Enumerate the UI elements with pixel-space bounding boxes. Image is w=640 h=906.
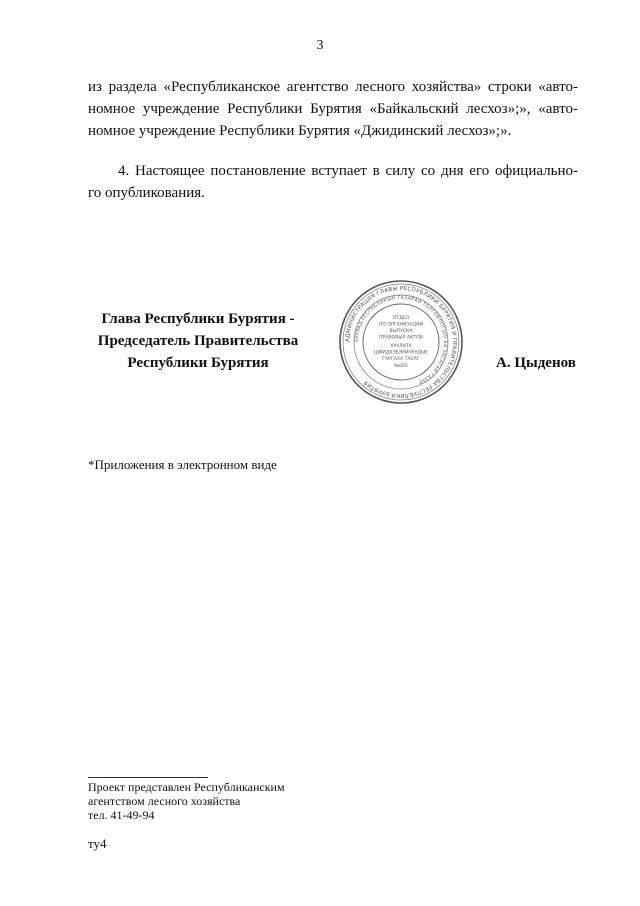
seal-center-line: ВЫПУСКА: [389, 329, 413, 334]
seal-outer-ring-text: АДМИНИСТРАЦИЯ ГЛАВЫ РЕСПУБЛИКИ БУРЯТИЯ И ПРАВИТЕЛЬСТВА РЕСПУБЛИКИ БУРЯТИЯ: [344, 285, 458, 399]
seal-center-line: ШИИДХЭБЭРИНУУДЫЕ: [374, 350, 428, 356]
paragraph-line: из раздела «Республиканское агентство лесного хозяйства» строки «авто-: [88, 79, 578, 95]
document-code-mark: ту4: [88, 836, 107, 851]
svg-text:АДМИНИСТРАЦИЯ ГЛАВЫ РЕСПУБЛИКИ: [345, 286, 457, 398]
seal-center-line: ПО ОРГАНИЗАЦИИ: [378, 322, 424, 328]
appendix-note: *Приложения в электронном виде: [88, 457, 277, 472]
signature-title-line: Глава Республики Бурятия -: [101, 311, 295, 327]
official-seal-stamp: [338, 279, 464, 405]
signature-title-line: Председатель Правительства: [97, 333, 299, 349]
footer-line: агентством лесного хозяйства: [88, 794, 241, 808]
footer-project-info: [88, 780, 285, 822]
paragraph-line: 4. Настоящее постановление вступает в силу со дня его официально-: [118, 163, 578, 179]
signer-name: А. Цыденов: [496, 355, 576, 371]
paragraph-line: номное учреждение Республики Бурятия «Джидинский лесхоз»;».: [88, 123, 512, 139]
page-number: 3: [316, 38, 324, 53]
signature-title-line: Республики Бурятия: [127, 355, 269, 371]
seal-center-line: ХУУЛИТА: [390, 344, 412, 349]
seal-inner-ring-text: БУРЯАД РЕСПУБЛИКЫН ГАЗАРАЙ ТОЛГОЙЛОГШО БА ЗАСАГАЙ ГАЗАР: [354, 295, 448, 385]
paragraph-line: номное учреждение Республики Бурятия «Байкальский лесхоз»;», «авто-: [88, 101, 578, 117]
seal-center-line: ОТДЕЛ: [392, 316, 410, 321]
footer-line: тел. 41-49-94: [88, 808, 155, 822]
signature-title: [68, 308, 328, 374]
seal-center-line: ГАРГАХА ТАСАГ: [382, 357, 420, 362]
seal-center-line: №005: [394, 364, 408, 369]
paragraph-line: го опубликования.: [88, 185, 205, 201]
body-paragraph-2: [88, 160, 578, 204]
footer-separator: [88, 777, 208, 778]
seal-center-line: ПРАВОВЫХ АКТОВ: [379, 335, 423, 341]
footer-line: Проект представлен Республиканским: [88, 780, 285, 794]
body-paragraph-1: [88, 76, 578, 142]
